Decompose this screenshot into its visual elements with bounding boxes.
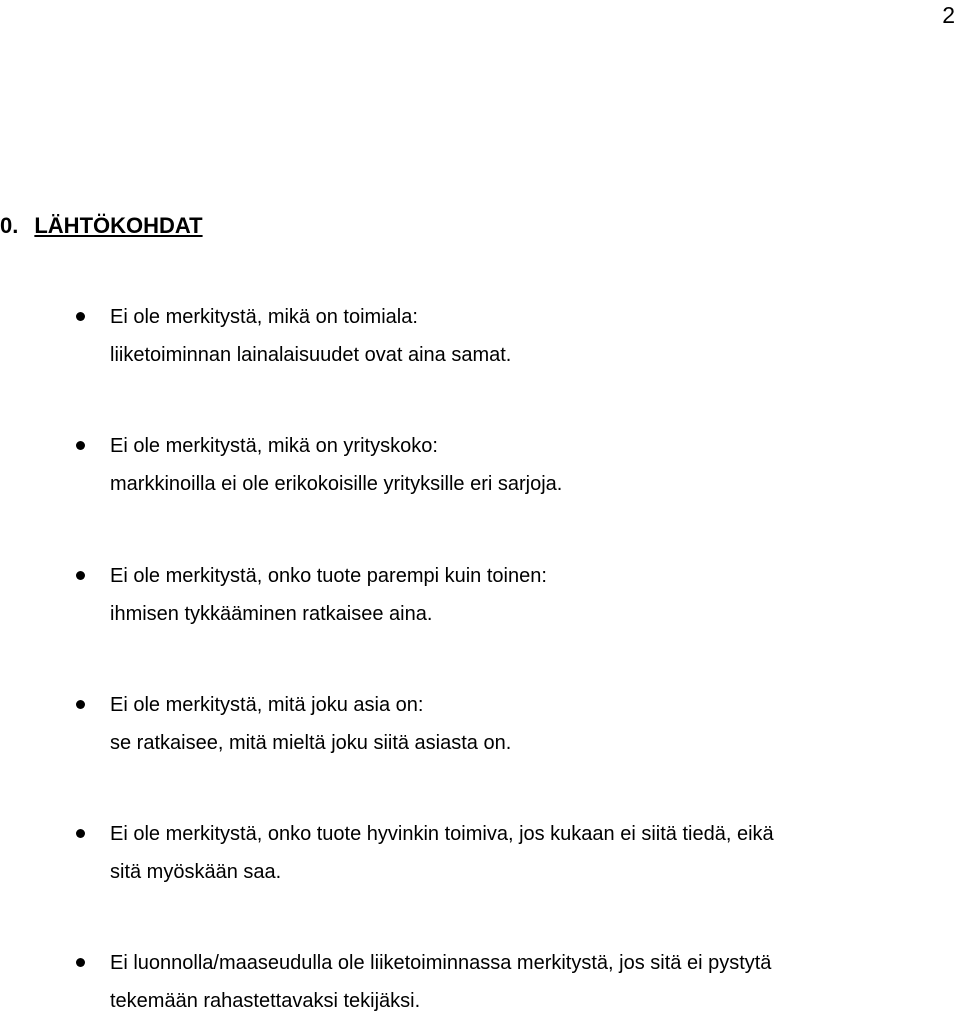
bullet-dot-icon xyxy=(76,958,85,967)
bullet-dot-icon xyxy=(76,441,85,450)
section-title: LÄHTÖKOHDAT xyxy=(34,213,203,238)
bullet-item xyxy=(110,427,950,503)
bullet-dot-icon xyxy=(76,571,85,580)
bullet-line-2: markkinoilla ei ole erikokoisille yrityksille eri sarjoja. xyxy=(110,473,563,495)
bullet-item xyxy=(110,815,950,891)
section-number: 0. xyxy=(0,213,19,238)
page-number: 2 xyxy=(942,2,955,28)
bullet-dot-icon xyxy=(76,312,85,321)
section-heading xyxy=(0,211,203,241)
bullet-item xyxy=(110,298,950,374)
bullet-line-2: liiketoiminnan lainalaisuudet ovat aina samat. xyxy=(110,344,512,366)
bullet-line-2: se ratkaisee, mitä mieltä joku siitä asiasta on. xyxy=(110,732,512,754)
bullet-item xyxy=(110,557,950,633)
bullet-line-1: Ei luonnolla/maaseudulla ole liiketoiminnassa merkitystä, jos sitä ei pystytä xyxy=(110,952,772,974)
bullet-line-2: tekemään rahastettavaksi tekijäksi. xyxy=(110,990,421,1012)
bullet-item xyxy=(110,686,950,762)
bullet-line-2: sitä myöskään saa. xyxy=(110,861,282,883)
bullet-line-2: ihmisen tykkääminen ratkaisee aina. xyxy=(110,603,433,625)
bullet-line-1: Ei ole merkitystä, onko tuote parempi kuin toinen: xyxy=(110,565,547,587)
bullet-line-1: Ei ole merkitystä, mikä on yrityskoko: xyxy=(110,435,438,457)
bullet-item xyxy=(110,944,950,1020)
bullet-line-1: Ei ole merkitystä, mikä on toimiala: xyxy=(110,306,418,328)
bullet-dot-icon xyxy=(76,700,85,709)
bullet-dot-icon xyxy=(76,829,85,838)
bullet-line-1: Ei ole merkitystä, onko tuote hyvinkin toimiva, jos kukaan ei siitä tiedä, eikä xyxy=(110,823,774,845)
bullet-line-1: Ei ole merkitystä, mitä joku asia on: xyxy=(110,694,424,716)
